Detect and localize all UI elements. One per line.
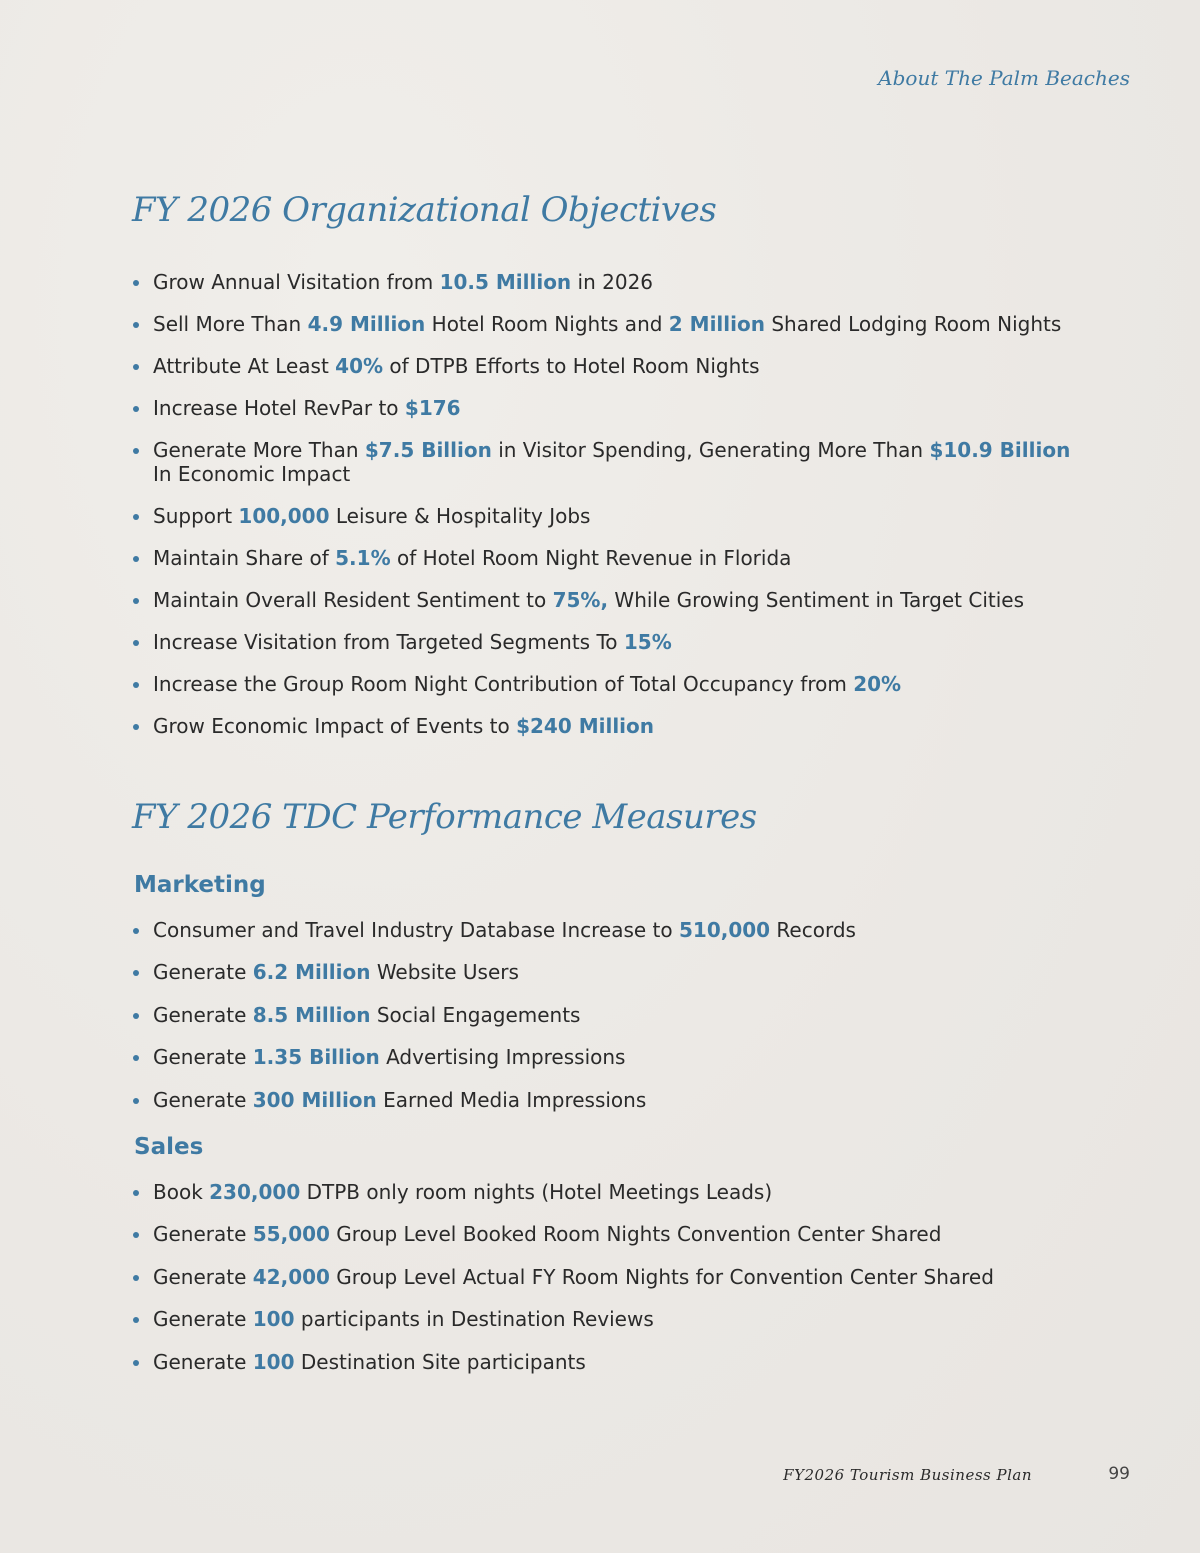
highlight-value: 20% [853,672,902,696]
highlight-value: 300 Million [252,1087,377,1112]
page-number: 99 [1108,1464,1130,1484]
list-item [132,1003,1092,1027]
highlight-value: $7.5 Billion [364,438,492,462]
highlight-value: 6.2 Million [252,960,371,985]
list-item [132,918,1092,942]
item-text: participants in Destination Reviews [294,1307,654,1332]
list-item [132,1222,1092,1246]
item-text: Destination Site participants [294,1349,586,1374]
item-text: Increase the Group Room Night Contribution of Total Occupancy from [153,672,854,696]
item-text: Social Engagements [370,1002,581,1027]
item-text: Grow Economic Impact of Events to [153,714,517,738]
item-text: Generate [153,960,253,985]
item-text: in Visitor Spending, Generating More Than [491,438,930,462]
item-text: Generate [153,1307,253,1332]
highlight-value: 4.9 Million [307,312,426,336]
item-text: Maintain Overall Resident Sentiment to [153,588,553,612]
highlight-value: 55,000 [252,1222,330,1247]
item-text: While Growing Sentiment in Target Cities [608,588,1025,612]
highlight-value: 5.1% [335,546,391,570]
highlight-value: 40% [335,354,384,378]
item-text: Shared Lodging Room Nights [764,312,1062,336]
highlight-value: 100 [252,1307,295,1332]
list-item [132,354,1092,378]
list-item [132,630,1092,654]
item-text: Generate [153,1222,253,1247]
item-text: Increase Hotel RevPar to [153,396,405,420]
marketing-heading: Marketing [134,872,266,898]
highlight-value: 75%, [552,588,609,612]
list-item [132,1180,1092,1204]
item-text: Consumer and Travel Industry Database Increase to [153,918,679,942]
item-text: Attribute At Least [153,354,336,378]
list-item [132,672,1092,696]
footer-title: FY2026 Tourism Business Plan [783,1466,1032,1484]
item-text: of DTPB Efforts to Hotel Room Nights [383,354,760,378]
item-text: Generate [153,1087,253,1112]
list-item [132,960,1092,984]
highlight-value: $240 Million [516,714,655,738]
item-text: Book [153,1180,210,1204]
item-text: Generate [153,1045,253,1070]
item-text: Group Level Actual FY Room Nights for Convention Center Shared [329,1264,994,1289]
item-text: Sell More Than [153,312,308,336]
highlight-value: 42,000 [252,1264,330,1289]
item-text: In Economic Impact [153,462,351,486]
item-text: Generate [153,1349,253,1374]
objectives-title: FY 2026 Organizational Objectives [132,190,717,230]
list-item [132,438,1092,486]
item-text: Records [770,918,856,942]
item-text: of Hotel Room Night Revenue in Florida [390,546,792,570]
item-text: Earned Media Impressions [376,1087,647,1112]
item-text: Generate More Than [153,438,365,462]
highlight-value: 10.5 Million [439,270,572,294]
list-item [132,1045,1092,1069]
item-text: Support [153,504,239,528]
highlight-value: 230,000 [209,1180,301,1204]
list-item [132,588,1092,612]
measures-title: FY 2026 TDC Performance Measures [132,797,757,837]
item-text: Group Level Booked Room Nights Convention Center Shared [329,1222,942,1247]
sales-heading: Sales [134,1134,204,1160]
item-text: Website Users [370,960,519,985]
highlight-value: $10.9 Billion [929,438,1071,462]
highlight-value: 15% [623,630,672,654]
running-header: About The Palm Beaches [878,66,1130,90]
list-item [132,396,1092,420]
highlight-value: 8.5 Million [252,1002,371,1027]
item-text: Hotel Room Nights and [425,312,669,336]
item-text: in 2026 [571,270,654,294]
objectives-list [132,270,1092,756]
item-text: Increase Visitation from Targeted Segments To [153,630,624,654]
list-item [132,1265,1092,1289]
item-text: Generate [153,1264,253,1289]
sales-list [132,1180,1092,1392]
item-text: Generate [153,1002,253,1027]
highlight-value: 510,000 [678,918,771,942]
item-text: Grow Annual Visitation from [153,270,440,294]
list-item [132,1088,1092,1112]
item-text: Maintain Share of [153,546,336,570]
item-text: Advertising Impressions [379,1045,626,1070]
highlight-value: $176 [404,396,461,420]
list-item [132,714,1092,738]
list-item [132,1307,1092,1331]
list-item [132,1350,1092,1374]
list-item [132,312,1092,336]
highlight-value: 2 Million [668,312,765,336]
highlight-value: 100 [252,1349,295,1374]
item-text: DTPB only room nights (Hotel Meetings Leads) [300,1180,773,1204]
list-item [132,546,1092,570]
highlight-value: 100,000 [238,504,330,528]
list-item [132,270,1092,294]
marketing-list [132,918,1092,1130]
item-text: Leisure & Hospitality Jobs [329,504,591,528]
list-item [132,504,1092,528]
highlight-value: 1.35 Billion [252,1045,380,1070]
